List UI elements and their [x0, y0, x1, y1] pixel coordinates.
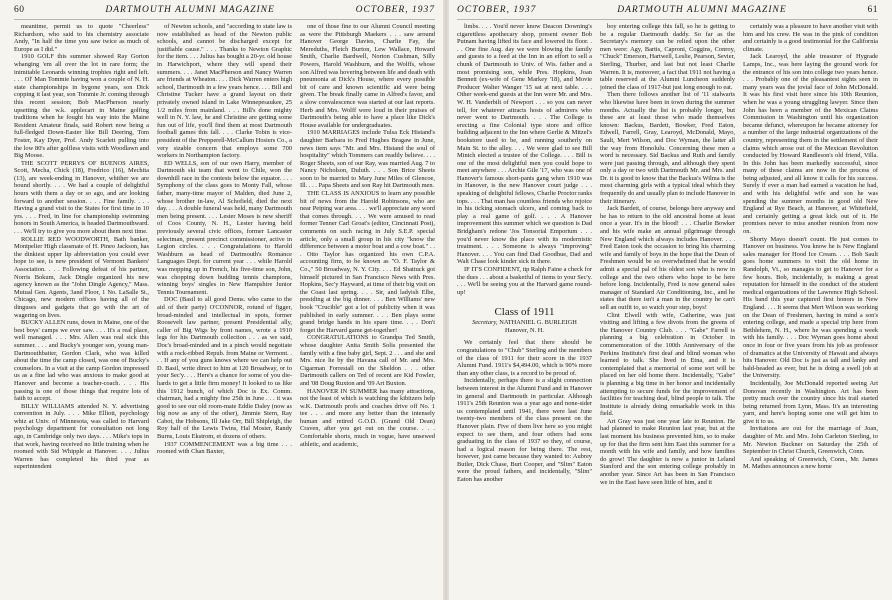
- paragraph: THE CLASS IS ANXIOUS to learn any possible bit of news from the Harold Robinsons, who are near Peiping war area. . . . we'll appreciate any word that comes through. . . . We were amused to read former Tenner Carl Groat's (editor, Cincinnati Post), comments on such racing in July S.E.P. special article, only a small group in his city "know the difference between a motor boat and a cow boat." . . . Otto Taylor has organized his own C.P.A. accounting firm, to be known as "O. F. Taylor & Co.," 50 Broadway, N. Y. City. . . . Ed Shattuck got himself pictured in San Francisco News with Pres. Hopkins, Sec'y Hayward, at time of their big visit on the Coast last spring. . . . Sir, and ladyish Elbe, presiding at the big dinner. . . . Ben Williams' new book "Crucible" got a lot of publicity when it was published in early summer. . . . Ben plays some grand bridge hands in his spare time. . . . Don't forget the Harvard game get-together!: [300, 190, 435, 334]
- secretary-name: NATHANIEL G. BURLEIGH: [499, 319, 577, 327]
- issue-date: OCTOBER, 1937: [457, 5, 537, 15]
- paragraph: We certainly feel that there should be congratulations to "Chub" Sterling and the members of the class of 1911 for their score in the 1937 Alumni Fund. 1911's $4,494.00, which is 90% more than any other class, is a record to be proud of.: [457, 339, 592, 377]
- column-3: [300, 23, 435, 598]
- paragraph: DOC (Basil to all good Dems. who came to the aid of their party) O'CONNOR, rotund of figger, broad-minded and intellectual in spots, former Roosevelt law partner, present Presidential ally, caller of Big Wigs by front names, wrote a 1910 legs for his Dartmouth collection . . . as we said, Doc's broad-minded and in a pinch would negotiate with a rock-ribbed Repub. from Maine or Vermont. . . . If any of you guns knows where we can help out D. Basil, write direct to him at 120 Broadway, or to your Sec'y. . . . Here's a chance for some of you die-hards to get a little firm money! It looked to us like this 1912 bunch, of which Doc is Ex. Comm. chairman, had a mighty fine 25th in June . . . it was good to see our old room-mate Eddie Daley (now as big now as any of the other), Jimmie Stern, Ray Cabot, the Hobsons, Ill Jake Orr, Bill Shipleigh, the Roy half of the Lewis Twins, Hal Mosier, Randy Burns, Louis Ekstrom, et dozens of others.: [157, 296, 292, 441]
- paragraph: 1937 COMMENCEMENT was a big time . . . roomed with Chan Baxter,: [157, 440, 292, 456]
- column-3: [743, 23, 878, 598]
- class-secretary: [457, 319, 592, 327]
- magazine-title: DARTMOUTH ALUMNI MAGAZINE: [617, 5, 787, 15]
- paragraph: limbs. . . . You'd never know Deacon Downing's cigarettless apothecary shop, present owner Bob Putnam having lifted its face and lowered its floor. . . . One fine Aug. day we were blowing the family and guests to a feed at the Inn in an effort to sell a chunk of Dartmouth to Univ. of Wis. father and a most promising son, while Pres. Hopkins, Joan Bennett (ex-wife of Gene Markey '18), and Movie Producer Walter Wanger '15 sat at next table. . . . Other week-end guests at the Inn were Mr. and Mrs. W. H. Vanderbilt of Newport . . . so you can never tell, for whatever attracts hosts of admirers who never went to Dartmouth. . . . The College is erecting a fine Colonial type store and office building adjacent to the Inn where Gerlie & Mitzel's bookstore used to be, and running southerly on Main St. to the alley. . . . We were glad to see Bill Minich elected a trustee of the College. . . . Bill is one of the most delightful men you could hope to meet anywhere . . . Archie Gile '17, who was one of Hanover's famous short-pants gang when 1910 was in Hanover, is the new Hanover court judge . . . speaking of delightful fellows, Charlie Proctor ranks tops. . . . That man has countless friends who rejoice in his ticking stomach ulcers, and coming back to play a real game of golf. . . . A Hanover improvement this summer which we question is Dad Bridgham's redone 'Jos Tonsorial Emporium . . . you'd never know the place with its modernistic treatment. . . . Someone is always "improving" Hanover. . . . You can find Dad Goodhue, Dad and Walt Chase look kinder sick in there.: [457, 23, 592, 266]
- page-number: 60: [14, 5, 25, 15]
- columns-right: [457, 23, 878, 598]
- column-2: [600, 23, 735, 598]
- paragraph: boy entering college this fall, so he is getting to be a regular Dartmouth daddy. So far as the Secretary's memory can be relied upon the other men were: Agy, Bartis, Caproni, Coggins, Conroy, "Chuck" Emerson, Hartwell, Leslie, Pearson, Sevier, Sterling, Thurber, and last but not least Charlie Warren. It is, moreover, a fact that 1911 not having a table reserved at the Alumni Luncheon suddenly joined the class of 1917-but just long enough to eat.: [600, 23, 735, 91]
- paragraph: BILLY WILLIAMS attended N. Y. advertising convention in July. . . . Mike Elliott, psychology whiz at Univ. of Minnesota, was called to Harvard psychology department for consultation not long ago, in Cambridge only two days. . . . Mike's tops in that work, having received no little training when he roomed with Sid Whipple at Hanover. . . . Julius Warren has completed his third year as superintendent: [14, 402, 149, 471]
- paragraph: one of those fine to our Alumni Council meeting as were the Pittsburgh Maekers . . . saw around Hanover George Davies, Charlie Fay, the Mereduths, Fletch Burton, Lew Wallace, Howard Smith, Charlie Bardwell, Norton Cushman, Silly Powers, Harold Washburn, and the Wolffs, whose son Alfred was hovering between life and death with pneumonia at Dick's House, where every possible bit of care and known scientific aid were being given. The break finally came in Alfred's favor, and a slow convalescence was started at our last reports. Herb and Mrs. Wolff were loud in their praises of Dartmouth's being able to have a place like Dick's House available for undergraduates.: [300, 23, 435, 129]
- paragraph: Clint Elwell with wife, Catherine, was just visiting and lifting a few divots from the greens of the Hanover Country Club. . . . "Gabe" Farrell is planning a big celebration in October in commemoration of the 100th Anniversary of the Perkins Institute's first deaf and blind woman who learned to talk. She lived in Etna, and it is contemplated that a memorial of some sort will be placed on her old home there. Incidentally, "Gabe" is planning a big time in her honor and incidentally attempting to secure funds for the improvement of facilities for teaching deaf, blind people to talk. The Institute is already doing remarkable work in this field.: [600, 311, 735, 418]
- paragraph: CONGRATULATIONS to Grandpa Ted Smith, whose daughter Anita Smith Solis presented the family with a fine baby girl, Sept. 2 . . . and she and Mrs. nice lie by the Havana call of Mr. and Mrs. Cigarman Forrestall on the Sheldon . . . other Dartmouth callers on Ted of recent are Kid Fowler, and '08 Doug Ruxton and '09 Art Buxton.: [300, 334, 435, 387]
- paragraph: certainly was a pleasure to have another visit with him and his crew. He was in the pink of condition and certainly is a good testimonial for the California climate.: [743, 23, 878, 53]
- paragraph: IF IT'S CONFIDENT, tip Ralph Faine a check for the dues . . . about a basketful of items to your Sec'y. . . . We'll be seeing you at the Harvard game round-up!: [457, 266, 592, 296]
- column-1: [14, 23, 149, 598]
- secretary-address: Hanover, N. H.: [505, 327, 544, 335]
- paragraph: THE SCOTT PERRYS OF BUENOS AIRES, Scott, Mecha, Chick (18), Fredrico (16), Mechita (13), are week-ending in Hanover, whither we are bound shortly. . . . We had a couple of delightful hours with them a day or so ago, and are looking forward to another session. . . . Fine family. . . . Having a grand visit to the States for first time in 10 yrs. . . . Fred, in line for championship swimming honors in South America, is headed Dartmouthward. . . . We'll try to give you more about them next time.: [14, 159, 149, 236]
- column-1: [457, 23, 592, 598]
- paragraph: Incidentally, perhaps there is a slight connection between interest in the Alumni Fund and in Hanover in general and Dartmouth in particular. Although 1911's 25th Reunion was a year ago and none-sider us contemplated until 1941, there were last June twenty-two members of the class present on the Hanover plain. Five of them live here so you might expect to see them, and four others had sons graduating in the class of 1937 so they, of course, had a logical reason for being there. The rest, however, just came because they wanted to: Aubrey Butler, Dick Chase, Burt Cooper, and "Slim" Eaton were the proud fathers, and incidentally, "Slim" Eaton has another: [457, 377, 592, 484]
- running-head-right: [457, 5, 878, 20]
- left-page: [0, 0, 443, 600]
- paragraph: And speaking of Greenwich, Conn., Mr. James M. Mathes announces a new home: [743, 455, 878, 471]
- secretary-role: Secretary,: [472, 319, 498, 327]
- paragraph: Incidentally, Joe McDonald reported seeing Art Donovan recently in Washington. Art has been pretty much over the country since his trail started being returned from Lynn, Mass. It's an interesting yarn, and here's hoping some one will get him to give it to us.: [743, 379, 878, 425]
- paragraph: 1910 GOLF this summer showed Ray Gorton whanging 'em all over the lot in rare form; the inimitable Leonards winning trophies right and left. . . . Ol' Man Tommie having won a couple of N. H. state championships in bygone years, son Dick copping it last year, son Tommie Jr. coming through this recent session; Bob MacPherson nearly upsetting the w.k. applecart in Maine golfing traditions when he fought his way into the Maine Resident Amateur finals, said Robert now being a full-fledged Down-Easter like Bill Deering, Tom Foster, Kay Dyer, Prof. Andy Scarlett pulling into the low 80's after golfless visits with Woodlawn and Big Moose.: [14, 53, 149, 160]
- class-title: Class of 1911: [494, 306, 555, 319]
- paragraph: ROLLIE RED WOODWORTH, Bath banker, Montpelier High classmate of H. Pineo Jackson, has the dinkiest upper lip abbreviation you could ever hope to see, is new president of Vermont Bankers' Association. . . . Following defeat of his partner, Norris Bokum, Jack Dingle organized his new agency known as the "John Dingle Agency," Mass. Mutual Gen. Agents, 3and Floor, 1 No. LaSalle St., Chicago, new modern offices having all of the dinguses and gadgets that go with the art of wagering on lives.: [14, 235, 149, 319]
- class-section-heading: [457, 306, 592, 335]
- paragraph: Then there follows another list of '11 stalwarts who likewise have been in town during the summer months. Actually the list is probably longer, but these are at least those who made themselves known: Backus, Bardett, Bowker, Fred Eaton, Edwell, Farrell, Gray, Learoyd, McDonald, Mayo, Sault, Mert Wilson, and Doc Wyman, the latter all the way from Honolulu. Concerning these men a word is necessary. Sid Backus and Ruth and family were just passing through, and although they spent only a day or two with Dartmouth Mr. and Mrs. and Dr. it is good to know that the Backus's Wilma is the most charming girls with a typical ideal which they frequently do and usually plan to include Hanover in their itinerary.: [600, 91, 735, 205]
- column-2: [157, 23, 292, 598]
- page-number: 61: [867, 5, 878, 15]
- paragraph: Invitations are out for the marriage of Joan, daughter of Mr. and Mrs. John Carleton Sterling, to Mr. Newton Buckner on Saturday the 25th of September in Christ Church, Greenwich, Conn.: [743, 425, 878, 456]
- paragraph: Jack Learoyd, the able treasurer of Hygrade Lamps, Inc., was here laying the ground work for the entrance of his son into college two years hence. . . . Probably one of the pleasantest sights seen in many years was the jovial face of John McDonald. It was his first visit here since his 10th Reunion, when he was a young struggling lawyer. Since then John has been a member of the Mexican Claims Commission in Washington until his organization became defunct, whereupon he became attorney for a number of the large industrial organizations of the country, representing them in the settlement of their claims which arose out of the Mexican Revolution conducted by Howard Randleson's old friend, Villa. In this John has been markedly successful, since many of these claims are now in the process of being adjusted, and all know it calls for his success. Surely if ever a man had earned a vacation he had, and with his delightful wife and son he was spending the summer months in good old New England at Rye Beach, at Hanover, at Whitefield, and certainly getting a great kick out of it. He promises never to miss another reunion from now on.: [743, 53, 878, 236]
- columns-left: [14, 23, 435, 598]
- paragraph: BUCKY ALLEN runs, down in Maine, one of the best boys' camps we ever saw. . . . It's a real place, well managed. . . . Mrs. Allen was real sick this summer. . . . and Bucky's younger son, young man-Dartmouthbaiter, Gordon Clark, who was killed about the time the camp closed, was one of Bucky's counselors. In a visit at the camp Gordon impressed us as a fine lad who was anxious to make good at Hanover and become a teacher-coach. . . . His passing is one of those things that require lots of faith to accept.: [14, 319, 149, 403]
- magazine-title: DARTMOUTH ALUMNI MAGAZINE: [105, 5, 275, 15]
- paragraph: Art Gray was just one year late to Reunion. He had planned to make Reunion last year, but at the last moment his business prevented him, so to make up for that the firm sent him East this summer for a month with his wife and family, and how families do grow! The daughter is now a junior in Leland Stanford and the son entering college probably in another year. Since Art has been in San Francisco we in the East have seen little of him, and it: [600, 417, 735, 486]
- paragraph: ED WELLS, son of our own Harry, member of Dartmouth ski team that went to Chile, won the downhill race in the contests below the equator. . . . Symphony of the class goes to Monty Fall, whose father, many-time mayor of Malden, died June 2, whose brother in-law, Al Schofield, died the next day. . . . A double funeral was held, many Dartmouth men being present. . . . Lester Moses is new sheriff of Coos County, N. H., Lester having held previously several civic offices, former Lancaster selectman, present precinct commissioner, active in Legion circles. . . . Congratulations to Harold Washburn as head of Dartmouth's Romance Languages Dept. for current year . . . while Harold was mopping up in French, his five-time son, John, was chopping down budding tennis champions, winning boys' singles in New Hampshire Junior Tennis Tournament.: [157, 159, 292, 296]
- running-head-left: [14, 5, 435, 20]
- paragraph: of Newton schools, and "according to state law is now established as head of the Newton public schools, and cannot be discharged except for justifiable cause." . . . Thanks to Newton Graphic for the item. . . . Julius has bought a 20-yr. old house in Harwichport, where they will spend their summers. . . . Janet MacPherson and Nancy Warren are friends at Wheaton. . . . Dick Warren enters high school, Dartmouth in a few years hence. . . . Bill and Christine Tucker have a grand layout on their privately owned island in Lake Winnepesaukee, 25 1/2 miles from mainland. . . . Bill's done mighty well in N. Y. law, he and Christine are getting some fun out of life, you'll find them at most Dartmouth football games this fall. . . . Clarke Tobin is vice-president of the Prepperell-McCallum Hosiers Co., a very sizable concern that employs some 700 workers in Northampton factory.: [157, 23, 292, 160]
- issue-date: OCTOBER, 1937: [355, 5, 435, 15]
- paragraph: meantime, permit us to quote "Cheerless" Richardson, who said to his chemistry associate Andy, "In half the time you saw twice as much of Europe as I did.": [14, 23, 149, 53]
- paragraph: Shorty Mayo doesn't count. He just comes to Hanover on business. You know he is New England sales manager for Hood Ice Cream. . . . Bob Sault goes home summers to visit the old home in Randolph, Vt., so manages to get to Hanover for a few hours. Bob, incidentally, is making a great reputation for himself in the conduct of the student medical organizations of the Lawrence High School. His band this year captured first honors in New England. . . . It seems that Mert Wilson was working on the Dean of Freshmen, having in mind a son's entering college, and made a special trip here from Bethlehem, N. H., where he was spending a week with his family. . . . Doc Wyman goes home about once in four or five years from his job as professor of dramatics at the University of Hawaii and always hits Hanover. Old Doc is just as tall and lanky and bald-headed as ever, but he is doing a swell job at the University.: [743, 235, 878, 380]
- paragraph: Jack Bardett, of course, belongs here anyway and he has to return to the old ancestral home at least once a year. It's in the blood! . . . Charlie Bowker and his wife make an annual pilgrimage through New England which always includes Hanover. . . . Fred Eaton took the occasion to bring his charming wife and family of boys in the hope that the Dean of Freshmen would be so overwhelmed that he would admit a special pal of his oldest son who is now in college and the two others who hope to be here before long. Incidentally, Fred is now general sales manager of Standard Air Conditioning, Inc., and he states that there isn't a man in the country he can't sell an outfit to, so watch your step, boys!: [600, 205, 735, 311]
- paragraph: 1910 MARRIAGES include Tulsa Eck Histand's daughter Barbara to Fred Hughes Bragaw in June, news item says "Mr. and Mrs. Histand the soul of hospitality" which Tommers can readily believe. . . . Roger Sheets, son of our Ray, was married Aug. 7 to Nancy Nicholson, Duluth. . . . Son Brice Sheets soon to be married to Mary June Miles of Glencoe, Ill. . . . Papa Sheets and son Ray hit Dartmouth men.: [300, 129, 435, 190]
- paragraph: HANOVER IN SUMMER has many attractions, not the least of which is watching the kibitzers help w.K. Dartmouth profs and coaches drive off No. 1 tee . . . and more any better than the intensely human and retired G.O.D. (Grand Old Dean) Craven, after you get out on the course. . . . Comfortable shorts, much in vogue, have unsewed athletic, and academic,: [300, 387, 435, 448]
- right-page: [449, 0, 892, 600]
